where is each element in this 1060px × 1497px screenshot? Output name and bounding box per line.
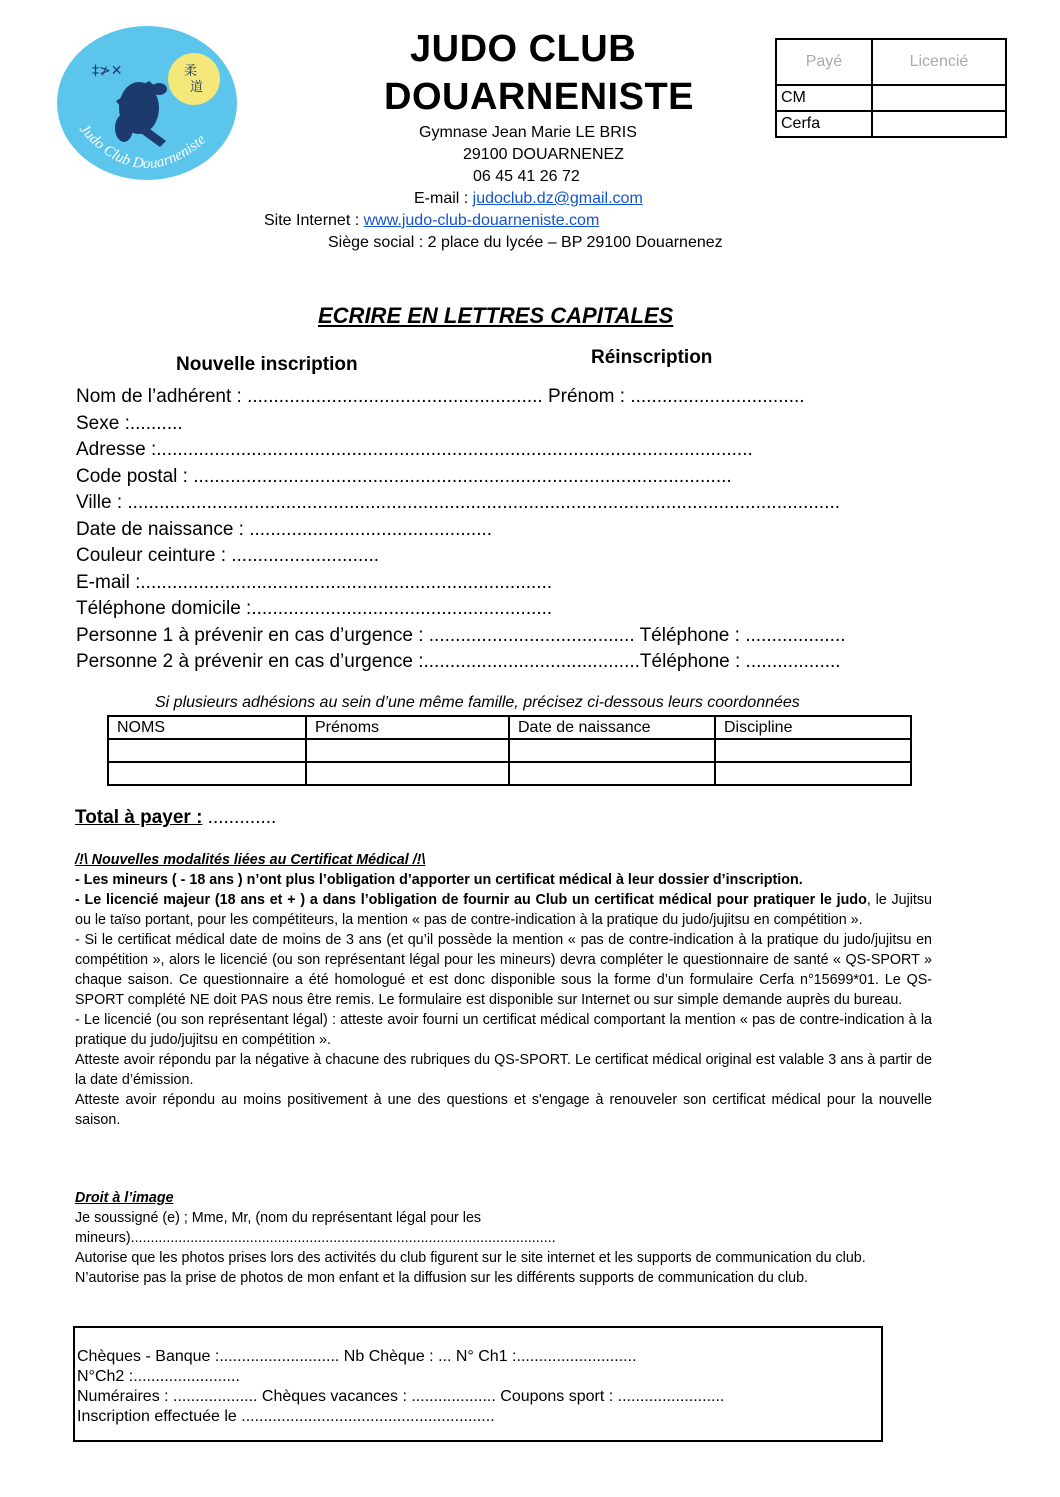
status-box xyxy=(775,38,1007,138)
medical-paragraph-attest2: Atteste avoir répondu par la négative à chacune des rubriques du QS-SPORT. Le certificat médical original est valable 3 ans à partir de la date d’émission. xyxy=(75,1052,932,1088)
image-rights-section xyxy=(75,1188,932,1288)
total-to-pay[interactable] xyxy=(75,807,276,829)
family-note: Si plusieurs adhésions au sein d’une même famille, précisez ci-dessous leurs coordonnées xyxy=(155,694,800,711)
payment-check2-line[interactable]: N°Ch2 :........................ xyxy=(77,1368,240,1385)
image-rights-line1: Je soussigné (e) ; Mme, Mr, (nom du représentant légal pour les xyxy=(75,1210,482,1226)
image-rights-line2[interactable]: mineurs)........................................................................................................... xyxy=(75,1230,556,1246)
website-line xyxy=(264,212,599,230)
table-cell[interactable] xyxy=(715,762,911,785)
medical-paragraph-qs-sport: - Si le certificat médical date de moins de 3 ans (et qu’il possède la mention « pas de contre-indication à la pratique du judo/jujitsu en compétition », alors le licencié (ou son représentant légal pour les mineurs) devra compléter le questionnaire de santé « QS-SPORT » chaque saison. Ce questionnaire a été homologué et est donc disponible sous la forme d’un formulaire Cerfa n°15699*01. Le QS-SPORT complété NE doit PAS nous être remis. Le formulaire est disponible sur Internet ou sur simple demande auprès du bureau. xyxy=(75,932,932,1008)
col-header-firstnames: Prénoms xyxy=(306,716,509,739)
medical-paragraph-adults xyxy=(75,890,932,930)
cerfa-label: Cerfa xyxy=(776,111,872,137)
col-header-birthdate: Date de naissance xyxy=(509,716,715,739)
club-title-line1: JUDO CLUB xyxy=(410,28,637,70)
cerfa-field[interactable] xyxy=(872,111,1006,137)
medical-title: /!\ Nouvelles modalités liées au Certificat Médical /!\ xyxy=(75,852,426,868)
field-sex[interactable]: Sexe :.......... xyxy=(76,413,183,434)
registration-date-line[interactable]: Inscription effectuée le ......................................................... xyxy=(77,1408,495,1425)
field-birth-date[interactable]: Date de naissance : .............................................. xyxy=(76,519,493,540)
svg-text:‡≯✕: ‡≯✕ xyxy=(92,63,123,79)
svg-text:道: 道 xyxy=(190,80,204,95)
image-rights-title: Droit à l’image xyxy=(75,1190,174,1206)
renewal-option[interactable]: Réinscription xyxy=(591,347,713,368)
table-cell[interactable] xyxy=(108,762,306,785)
col-header-names: NOMS xyxy=(108,716,306,739)
table-cell[interactable] xyxy=(715,739,911,762)
website-link[interactable]: www.judo-club-douarneniste.com xyxy=(363,212,600,229)
table-cell[interactable] xyxy=(509,739,715,762)
email-line xyxy=(414,190,643,208)
table-row xyxy=(108,762,911,785)
email-label: E-mail : xyxy=(414,190,473,207)
svg-text:柔: 柔 xyxy=(184,64,198,79)
image-rights-refuse[interactable]: N’autorise pas la prise de photos de mon enfant et la diffusion sur les différents supports de communication du club. xyxy=(75,1270,809,1286)
table-cell[interactable] xyxy=(306,762,509,785)
paid-header: Payé xyxy=(776,39,872,85)
field-email[interactable]: E-mail :.............................................................................. xyxy=(76,572,553,593)
table-cell[interactable] xyxy=(108,739,306,762)
payment-checks-line[interactable]: Chèques - Banque :........................... Nb Chèque : ... N° Ch1 :........................... xyxy=(77,1348,637,1365)
caps-instruction: ECRIRE EN LETTRES CAPITALES xyxy=(318,303,674,328)
address-line2: 29100 DOUARNENEZ xyxy=(463,146,624,163)
website-label: Site Internet : xyxy=(264,212,364,229)
table-cell[interactable] xyxy=(509,762,715,785)
field-address[interactable]: Adresse :................................................................................................................. xyxy=(76,439,753,460)
adults-bold-text: - Le licencié majeur (18 ans et + ) a dans l’obligation de fournir au Club un certificat médical pour pratiquer le judo xyxy=(75,892,867,908)
total-label: Total à payer : xyxy=(75,807,203,828)
field-home-phone[interactable]: Téléphone domicile :......................................................... xyxy=(76,598,553,619)
address-line1: Gymnase Jean Marie LE BRIS xyxy=(419,124,637,141)
club-logo xyxy=(54,23,240,183)
medical-section xyxy=(75,850,932,1130)
cm-field[interactable] xyxy=(872,85,1006,111)
licensed-header: Licencié xyxy=(872,39,1006,85)
payment-box xyxy=(73,1326,883,1442)
email-link[interactable]: judoclub.dz@gmail.com xyxy=(472,190,643,207)
col-header-discipline: Discipline xyxy=(715,716,911,739)
field-emergency-contact-1[interactable]: Personne 1 à prévenir en cas d’urgence : ....................................... Téléphone : ................... xyxy=(76,625,846,646)
svg-text:Judo Club Douarneniste: Judo Club Douarneniste xyxy=(76,121,209,173)
field-postal-code[interactable]: Code postal : ...................................................................................................... xyxy=(76,466,732,487)
club-title-line2: DOUARNENISTE xyxy=(384,76,695,118)
adults-text: , le Jujitsu ou le taïso portant, pour les compétiteurs, la mention « pas de contre-indication à la pratique du judo/jujitsu en compétition ». xyxy=(75,892,933,928)
field-name-firstname[interactable]: Nom de l’adhérent : ........................................................ Prénom : ................................. xyxy=(76,386,805,407)
medical-paragraph-attest3: Atteste avoir répondu au moins positivement à une des questions et s'engage à renouveler son certificat médical pour la nouvelle saison. xyxy=(75,1092,932,1128)
field-emergency-contact-2[interactable]: Personne 2 à prévenir en cas d’urgence :.........................................Téléphone : .................. xyxy=(76,651,841,672)
field-belt-color[interactable]: Couleur ceinture : ............................ xyxy=(76,545,380,566)
cm-label: CM xyxy=(776,85,872,111)
image-rights-authorize[interactable]: Autorise que les photos prises lors des activités du club figurent sur le site internet et les supports de communication du club. xyxy=(75,1250,866,1266)
family-table xyxy=(107,715,912,786)
phone-number: 06 45 41 26 72 xyxy=(473,168,580,185)
total-value[interactable]: ............. xyxy=(202,807,277,828)
table-header-row xyxy=(108,716,911,739)
field-city[interactable]: Ville : ....................................................................................................................................... xyxy=(76,492,841,513)
new-registration-option[interactable]: Nouvelle inscription xyxy=(176,354,358,375)
head-office-address: Siège social : 2 place du lycée – BP 29100 Douarnenez xyxy=(328,234,723,251)
payment-cash-line[interactable]: Numéraires : ................... Chèques vacances : ................... Coupons sport : ........................ xyxy=(77,1388,725,1405)
medical-paragraph-attest1: - Le licencié (ou son représentant légal) : atteste avoir fourni un certificat médical comportant la mention « pas de contre-indication à la pratique du judo/jujitsu en compétition ». xyxy=(75,1012,932,1048)
medical-paragraph-minors: - Les mineurs ( - 18 ans ) n’ont plus l’obligation d’apporter un certificat médical à leur dossier d’inscription. xyxy=(75,872,803,888)
table-cell[interactable] xyxy=(306,739,509,762)
table-row xyxy=(108,739,911,762)
